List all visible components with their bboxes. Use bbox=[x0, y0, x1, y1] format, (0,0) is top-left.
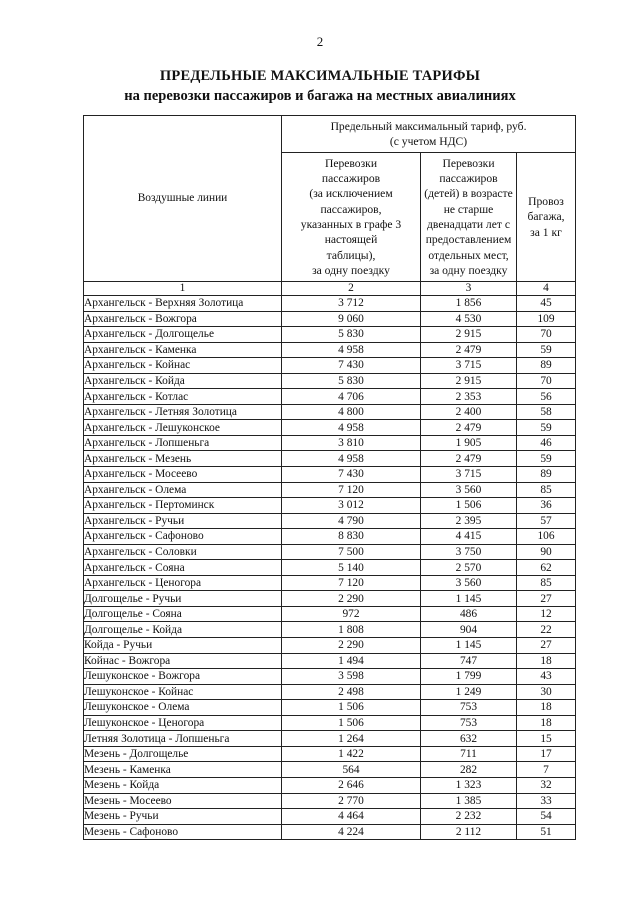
baggage-fare-cell: 54 bbox=[517, 809, 576, 825]
baggage-fare-cell: 32 bbox=[517, 777, 576, 793]
child-fare-cell: 486 bbox=[421, 606, 517, 622]
child-fare-cell: 1 799 bbox=[421, 669, 517, 685]
adult-fare-cell: 4 706 bbox=[282, 389, 421, 405]
child-fare-cell: 2 112 bbox=[421, 824, 517, 840]
header-tariff-line1: Предельный максимальный тариф, руб. bbox=[330, 119, 527, 133]
child-fare-cell: 2 479 bbox=[421, 342, 517, 358]
adult-fare-cell: 4 224 bbox=[282, 824, 421, 840]
route-cell: Архангельск - Летняя Золотица bbox=[84, 404, 282, 420]
document-subtitle: на перевозки пассажиров и багажа на местных авиалиниях bbox=[124, 88, 516, 104]
table-row bbox=[84, 358, 576, 374]
route-cell: Архангельск - Пертоминск bbox=[84, 498, 282, 514]
baggage-fare-cell: 15 bbox=[517, 731, 576, 747]
route-cell: Мезень - Сафоново bbox=[84, 824, 282, 840]
baggage-fare-cell: 62 bbox=[517, 560, 576, 576]
adult-fare-cell: 7 430 bbox=[282, 467, 421, 483]
baggage-fare-cell: 59 bbox=[517, 451, 576, 467]
baggage-fare-cell: 30 bbox=[517, 684, 576, 700]
baggage-fare-cell: 18 bbox=[517, 700, 576, 716]
tariff-table bbox=[83, 115, 576, 840]
adult-fare-cell: 1 494 bbox=[282, 653, 421, 669]
child-fare-cell: 3 560 bbox=[421, 482, 517, 498]
child-fare-cell: 1 249 bbox=[421, 684, 517, 700]
baggage-fare-cell: 70 bbox=[517, 373, 576, 389]
baggage-fare-cell: 89 bbox=[517, 358, 576, 374]
route-cell: Архангельск - Лешуконское bbox=[84, 420, 282, 436]
adult-fare-cell: 3 012 bbox=[282, 498, 421, 514]
adult-fare-cell: 5 830 bbox=[282, 327, 421, 343]
baggage-fare-cell: 17 bbox=[517, 746, 576, 762]
baggage-fare-cell: 27 bbox=[517, 638, 576, 654]
adult-fare-cell: 7 120 bbox=[282, 482, 421, 498]
table-row bbox=[84, 638, 576, 654]
header-child-passengers: Перевозки пассажиров (детей) в возрасте не старше двенадцати лет с предоставлением отдельных мест, за одну поездку bbox=[421, 153, 517, 282]
table-row bbox=[84, 544, 576, 560]
adult-fare-cell: 564 bbox=[282, 762, 421, 778]
document-title: ПРЕДЕЛЬНЫЕ МАКСИМАЛЬНЫЕ ТАРИФЫ bbox=[159, 68, 481, 84]
table-row bbox=[84, 404, 576, 420]
baggage-fare-cell: 22 bbox=[517, 622, 576, 638]
adult-fare-cell: 7 120 bbox=[282, 575, 421, 591]
child-fare-cell: 1 145 bbox=[421, 638, 517, 654]
adult-fare-cell: 2 290 bbox=[282, 591, 421, 607]
child-fare-cell: 2 232 bbox=[421, 809, 517, 825]
route-cell: Архангельск - Олема bbox=[84, 482, 282, 498]
child-fare-cell: 2 570 bbox=[421, 560, 517, 576]
route-cell: Архангельск - Сафоново bbox=[84, 529, 282, 545]
tariff-table-body bbox=[84, 296, 576, 840]
table-row bbox=[84, 591, 576, 607]
child-fare-cell: 2 479 bbox=[421, 451, 517, 467]
adult-fare-cell: 2 290 bbox=[282, 638, 421, 654]
route-cell: Архангельск - Койда bbox=[84, 373, 282, 389]
child-fare-cell: 2 395 bbox=[421, 513, 517, 529]
child-fare-cell: 3 715 bbox=[421, 358, 517, 374]
child-fare-cell: 282 bbox=[421, 762, 517, 778]
table-row bbox=[84, 731, 576, 747]
baggage-fare-cell: 46 bbox=[517, 435, 576, 451]
route-cell: Летняя Золотица - Лопшеньга bbox=[84, 731, 282, 747]
baggage-fare-cell: 59 bbox=[517, 342, 576, 358]
child-fare-cell: 4 530 bbox=[421, 311, 517, 327]
baggage-fare-cell: 59 bbox=[517, 420, 576, 436]
adult-fare-cell: 3 810 bbox=[282, 435, 421, 451]
page-number: 2 bbox=[316, 34, 324, 49]
adult-fare-cell: 2 498 bbox=[282, 684, 421, 700]
adult-fare-cell: 1 808 bbox=[282, 622, 421, 638]
adult-fare-cell: 4 958 bbox=[282, 342, 421, 358]
table-row bbox=[84, 606, 576, 622]
route-cell: Долгощелье - Ручьи bbox=[84, 591, 282, 607]
table-row bbox=[84, 467, 576, 483]
adult-fare-cell: 4 464 bbox=[282, 809, 421, 825]
baggage-fare-cell: 90 bbox=[517, 544, 576, 560]
route-cell: Койда - Ручьи bbox=[84, 638, 282, 654]
baggage-fare-cell: 109 bbox=[517, 311, 576, 327]
child-fare-cell: 632 bbox=[421, 731, 517, 747]
child-fare-cell: 1 856 bbox=[421, 296, 517, 312]
baggage-fare-cell: 27 bbox=[517, 591, 576, 607]
route-cell: Лешуконское - Ценогора bbox=[84, 715, 282, 731]
table-row bbox=[84, 498, 576, 514]
table-row bbox=[84, 373, 576, 389]
adult-fare-cell: 4 958 bbox=[282, 451, 421, 467]
adult-fare-cell: 1 506 bbox=[282, 700, 421, 716]
adult-fare-cell: 5 830 bbox=[282, 373, 421, 389]
adult-fare-cell: 1 506 bbox=[282, 715, 421, 731]
table-row bbox=[84, 824, 576, 840]
table-row bbox=[84, 311, 576, 327]
table-row bbox=[84, 684, 576, 700]
child-fare-cell: 2 353 bbox=[421, 389, 517, 405]
child-fare-cell: 1 145 bbox=[421, 591, 517, 607]
adult-fare-cell: 2 770 bbox=[282, 793, 421, 809]
table-row bbox=[84, 327, 576, 343]
adult-fare-cell: 4 958 bbox=[282, 420, 421, 436]
child-fare-cell: 711 bbox=[421, 746, 517, 762]
route-cell: Архангельск - Верхняя Золотица bbox=[84, 296, 282, 312]
table-row bbox=[84, 420, 576, 436]
child-fare-cell: 904 bbox=[421, 622, 517, 638]
route-cell: Архангельск - Койнас bbox=[84, 358, 282, 374]
header-tariff-line2: (с учетом НДС) bbox=[389, 135, 468, 148]
table-row bbox=[84, 342, 576, 358]
child-fare-cell: 1 905 bbox=[421, 435, 517, 451]
baggage-fare-cell: 7 bbox=[517, 762, 576, 778]
table-row bbox=[84, 389, 576, 405]
baggage-fare-cell: 36 bbox=[517, 498, 576, 514]
child-fare-cell: 1 506 bbox=[421, 498, 517, 514]
child-fare-cell: 2 915 bbox=[421, 327, 517, 343]
header-baggage: Провоз багажа, за 1 кг bbox=[517, 153, 576, 282]
adult-fare-cell: 8 830 bbox=[282, 529, 421, 545]
adult-fare-cell: 7 430 bbox=[282, 358, 421, 374]
route-cell: Архангельск - Ценогора bbox=[84, 575, 282, 591]
baggage-fare-cell: 58 bbox=[517, 404, 576, 420]
table-row bbox=[84, 622, 576, 638]
table-row bbox=[84, 529, 576, 545]
table-row bbox=[84, 762, 576, 778]
baggage-fare-cell: 85 bbox=[517, 482, 576, 498]
child-fare-cell: 2 915 bbox=[421, 373, 517, 389]
column-number-2: 2 bbox=[282, 282, 421, 296]
baggage-fare-cell: 33 bbox=[517, 793, 576, 809]
baggage-fare-cell: 43 bbox=[517, 669, 576, 685]
baggage-fare-cell: 70 bbox=[517, 327, 576, 343]
header-adult-passengers: Перевозки пассажиров (за исключением пассажиров, указанных в графе 3 настоящей таблицы), за одну поездку bbox=[282, 153, 421, 282]
child-fare-cell: 3 750 bbox=[421, 544, 517, 560]
adult-fare-cell: 1 422 bbox=[282, 746, 421, 762]
table-row bbox=[84, 513, 576, 529]
route-cell: Лешуконское - Койнас bbox=[84, 684, 282, 700]
table-row bbox=[84, 435, 576, 451]
table-row bbox=[84, 560, 576, 576]
table-row bbox=[84, 700, 576, 716]
adult-fare-cell: 3 598 bbox=[282, 669, 421, 685]
table-row bbox=[84, 715, 576, 731]
adult-fare-cell: 4 790 bbox=[282, 513, 421, 529]
header-tariff bbox=[282, 116, 576, 153]
route-cell: Архангельск - Мезень bbox=[84, 451, 282, 467]
child-fare-cell: 2 400 bbox=[421, 404, 517, 420]
column-number-3: 3 bbox=[421, 282, 517, 296]
adult-fare-cell: 972 bbox=[282, 606, 421, 622]
route-cell: Архангельск - Мосеево bbox=[84, 467, 282, 483]
route-cell: Мезень - Мосеево bbox=[84, 793, 282, 809]
child-fare-cell: 3 715 bbox=[421, 467, 517, 483]
baggage-fare-cell: 89 bbox=[517, 467, 576, 483]
child-fare-cell: 1 385 bbox=[421, 793, 517, 809]
route-cell: Архангельск - Каменка bbox=[84, 342, 282, 358]
column-number-1: 1 bbox=[84, 282, 282, 296]
route-cell: Койнас - Вожгора bbox=[84, 653, 282, 669]
route-cell: Долгощелье - Сояна bbox=[84, 606, 282, 622]
adult-fare-cell: 7 500 bbox=[282, 544, 421, 560]
baggage-fare-cell: 51 bbox=[517, 824, 576, 840]
child-fare-cell: 3 560 bbox=[421, 575, 517, 591]
route-cell: Архангельск - Долгощелье bbox=[84, 327, 282, 343]
child-fare-cell: 753 bbox=[421, 700, 517, 716]
table-row bbox=[84, 653, 576, 669]
baggage-fare-cell: 57 bbox=[517, 513, 576, 529]
table-row bbox=[84, 793, 576, 809]
baggage-fare-cell: 18 bbox=[517, 715, 576, 731]
route-cell: Мезень - Долгощелье bbox=[84, 746, 282, 762]
table-row bbox=[84, 669, 576, 685]
adult-fare-cell: 5 140 bbox=[282, 560, 421, 576]
table-row bbox=[84, 482, 576, 498]
baggage-fare-cell: 45 bbox=[517, 296, 576, 312]
route-cell: Архангельск - Ручьи bbox=[84, 513, 282, 529]
adult-fare-cell: 4 800 bbox=[282, 404, 421, 420]
table-row bbox=[84, 575, 576, 591]
baggage-fare-cell: 56 bbox=[517, 389, 576, 405]
route-cell: Мезень - Койда bbox=[84, 777, 282, 793]
table-row bbox=[84, 451, 576, 467]
table-row bbox=[84, 296, 576, 312]
route-cell: Архангельск - Котлас bbox=[84, 389, 282, 405]
baggage-fare-cell: 106 bbox=[517, 529, 576, 545]
table-row bbox=[84, 809, 576, 825]
child-fare-cell: 2 479 bbox=[421, 420, 517, 436]
child-fare-cell: 1 323 bbox=[421, 777, 517, 793]
route-cell: Долгощелье - Койда bbox=[84, 622, 282, 638]
adult-fare-cell: 2 646 bbox=[282, 777, 421, 793]
child-fare-cell: 747 bbox=[421, 653, 517, 669]
adult-fare-cell: 1 264 bbox=[282, 731, 421, 747]
baggage-fare-cell: 12 bbox=[517, 606, 576, 622]
route-cell: Мезень - Каменка bbox=[84, 762, 282, 778]
route-cell: Архангельск - Соловки bbox=[84, 544, 282, 560]
child-fare-cell: 753 bbox=[421, 715, 517, 731]
table-row bbox=[84, 777, 576, 793]
adult-fare-cell: 9 060 bbox=[282, 311, 421, 327]
column-number-4: 4 bbox=[517, 282, 576, 296]
baggage-fare-cell: 85 bbox=[517, 575, 576, 591]
route-cell: Архангельск - Сояна bbox=[84, 560, 282, 576]
baggage-fare-cell: 18 bbox=[517, 653, 576, 669]
child-fare-cell: 4 415 bbox=[421, 529, 517, 545]
table-row bbox=[84, 746, 576, 762]
route-cell: Архангельск - Вожгора bbox=[84, 311, 282, 327]
route-cell: Мезень - Ручьи bbox=[84, 809, 282, 825]
route-cell: Лешуконское - Олема bbox=[84, 700, 282, 716]
adult-fare-cell: 3 712 bbox=[282, 296, 421, 312]
route-cell: Лешуконское - Вожгора bbox=[84, 669, 282, 685]
header-routes: Воздушные линии bbox=[84, 116, 282, 282]
route-cell: Архангельск - Лопшеньга bbox=[84, 435, 282, 451]
